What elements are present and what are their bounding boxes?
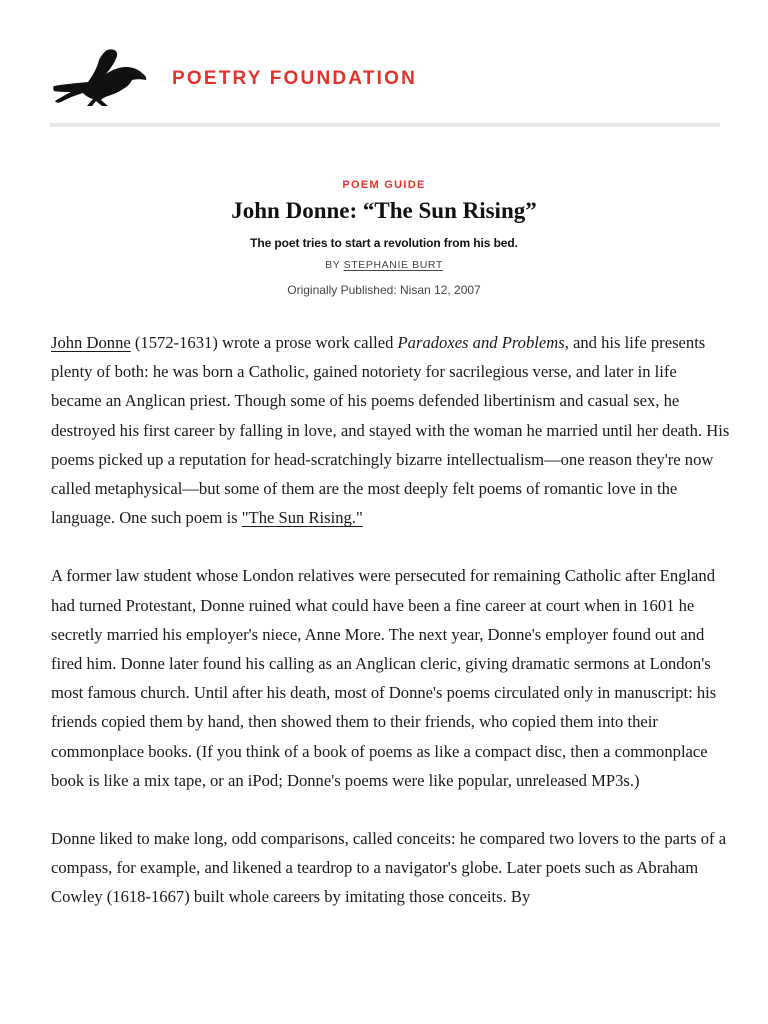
header-divider — [50, 123, 720, 127]
site-header — [52, 48, 417, 108]
paragraph-text: , and his life presents plenty of both: he was born a Catholic, gained notoriety for sacrilegious verse, and later in life became an Anglican priest. Though some of his poems defended libertinism and casual sex, he destroyed his first career by falling in love, and stayed with the woman he married until her death. His poems picked up a reputation for head-scratchingly bizarre intellectualism—one reason they're now called metaphysical—but some of them are the most deeply felt poems of romantic love in the language. One such poem is — [51, 333, 730, 528]
published-value: Nisan 12, 2007 — [400, 283, 481, 297]
poem-link[interactable]: "The Sun Rising." — [241, 508, 363, 528]
poet-link[interactable]: John Donne — [51, 333, 131, 352]
book-title: Paradoxes and Problems — [397, 333, 565, 352]
article-title: John Donne: “The Sun Rising” — [231, 198, 537, 223]
paragraph-1 — [51, 328, 731, 532]
article-header — [0, 177, 768, 298]
paragraph-2: A former law student whose London relatives were persecuted for remaining Catholic after England had turned Protestant, Donne ruined what could have been a fine career at court when in 1601 he secretly married his employer's niece, Anne More. The next year, Donne's employer found out and fired him. Donne later found his calling as an Anglican cleric, giving dramatic sermons at London's most famous church. Until after his death, most of Donne's poems circulated only in manuscript: his friends copied them by hand, then showed them to their friends, who copied them into their commonplace books. (If you think of a book of poems as like a compact disc, then a commonplace book is like a mix tape, or an iPod; Donne's poems were like popular, unreleased MP3s.) — [51, 566, 717, 790]
author-link[interactable]: STEPHANIE BURT — [343, 259, 443, 271]
paragraph-3: Donne liked to make long, odd comparisons, called conceits: he compared two lovers to the parts of a compass, for example, and likened a teardrop to a navigator's globe. Later poets such as Abraham Cowley (1618-1667) built whole careers by imitating those conceits. By — [51, 829, 727, 907]
article-subtitle: The poet tries to start a revolution from his bed. — [250, 236, 518, 250]
paragraph-text: (1572-1631) wrote a prose work called — [130, 333, 398, 352]
published-label: Originally Published: — [287, 283, 400, 297]
byline-prefix: BY — [325, 259, 344, 271]
article-body — [51, 328, 731, 941]
article-kicker[interactable]: POEM GUIDE — [342, 179, 426, 191]
brand-name[interactable]: POETRY FOUNDATION — [172, 68, 417, 89]
byline — [0, 258, 768, 272]
published-date — [0, 282, 768, 298]
bird-logo-icon[interactable] — [52, 48, 148, 108]
